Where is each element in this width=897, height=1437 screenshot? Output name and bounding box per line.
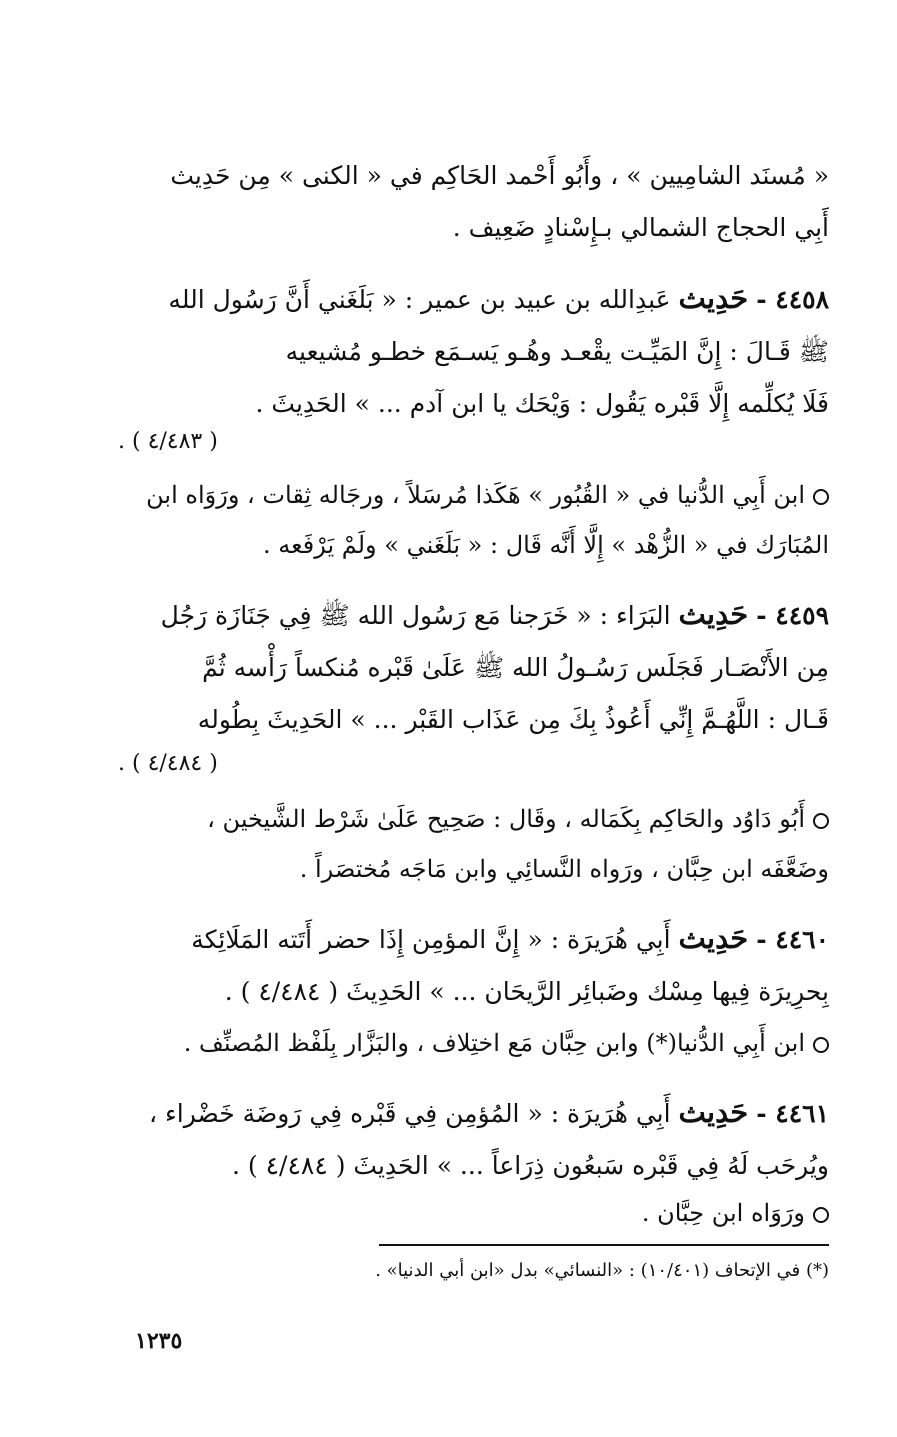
entry-line: ٤٤٦١ - حَدِيث أَبِي هُرَيرَة : « المُؤمِن فِي قَبْره فِي رَوضَة خَضْراء ، [149,1095,829,1129]
entry-notes [118,794,829,894]
entry-number: ٤٤٥٨ - [756,285,829,314]
entry-number: ٤٤٦٠ - [756,925,829,954]
entry-keyword: حَدِيث [678,597,749,631]
note-line: أَبُو دَاوُد والحَاكِم بِكَمَاله ، وقَال : صَحِيح عَلَىٰ شَرْط الشَّيخين ، [118,794,829,844]
entry-keyword: حَدِيث [678,921,749,955]
hadith-entry [118,272,829,430]
entry-reference: ( ٤/٤٨٤ ) . [118,751,218,776]
entry-line: قَـال : اللَّهُـمَّ إِنِّي أَعُوذُ بِكَ مِن عَذَاب القَبْر ... » الحَدِيثَ بِطُوله [197,705,829,734]
entry-line: ويُرحَب لَهُ فِي قَبْره سَبعُون ذِرَاعاً ... » الحَدِيثَ ( ٤/٤٨٤ ) . [232,1151,829,1180]
note-line: ابن أَبِي الدُّنيا(*) وابن حِبَّان مَع اختِلاف ، والبَزَّار بِلَفْظ المُصنِّف . [118,1018,829,1068]
entry-line: ٤٤٥٩ - حَدِيث البَرَاء : « خَرَجنا مَع رَسُول الله ﷺ فِي جَنَازَة رَجُل [160,597,829,631]
bullet-circle-icon [813,489,829,505]
entry-line: ﷺ قَـالَ : إِنَّ المَيِّـت يقْعـد وهُـو يَسـمَع خطـو مُشيعيه [285,337,829,366]
bullet-circle-icon [813,1037,829,1053]
page-number: ١٢٣٥ [135,1328,183,1354]
entry-line: بِحرِيرَة فِيها مِسْك وضَبائِر الرَّيحَان ... » الحَدِيثَ ( ٤/٤٨٤ ) . [224,977,829,1006]
entry-keyword: حَدِيث [678,1095,749,1129]
footnote-divider [379,1244,829,1246]
hadith-entry [118,1086,829,1192]
note-line: المُبَارَك في « الزُّهْد » إِلَّا أَنَّه قَال : « بَلَغَني » ولَمْ يَرْفَعه . [263,531,829,559]
entry-line: مِن الأَنْصَـار فَجَلَس رَسُـولُ الله ﷺ عَلَىٰ قَبْره مُنكساً رَأْسه ثُمَّ [202,653,829,682]
entry-notes [118,1188,829,1238]
footnote: (*) في الإتحاف (١٠/٤٠١) : «النسائي» بدل «ابن أبي الدنيا» . [375,1260,829,1281]
entry-number: ٤٤٦١ - [756,1099,829,1128]
intro-text [118,150,829,254]
note-line: ابن أَبِي الدُّنيا في « القُبُور » هَكَذا مُرسَلاً ، ورجَاله ثِقات ، ورَوَاه ابن [118,470,829,520]
bullet-circle-icon [813,1207,829,1223]
entry-notes [118,470,829,570]
intro-line: أَبِي الحجاج الشمالي بـإِسْنادٍ ضَعِيف . [452,213,829,242]
hadith-entry [118,912,829,1018]
note-line: ورَوَاه ابن حِبَّان . [118,1188,829,1238]
entry-line: ٤٤٦٠ - حَدِيث أَبِي هُرَيرَة : « إِنَّ المؤمِن إِذَا حضر أَتَته المَلَائِكة [191,921,829,955]
intro-line: « مُسنَد الشامِيين » ، وأَبُو أَحْمد الحَاكِم في « الكنى » مِن حَدِيث [170,161,829,190]
note-line: وضَعَّفَه ابن حِبَّان ، ورَواه النَّسائِي وابن مَاجَه مُختصَراً . [299,855,829,883]
entry-line: فَلَا يُكلِّمه إِلَّا قَبْره يَقُول : وَيْحَك يا ابن آدم ... » الحَدِيثَ . [255,389,829,418]
entry-line: ٤٤٥٨ - حَدِيث عَبدِالله بن عبيد بن عمير : « بَلَغَني أَنَّ رَسُول الله [168,281,829,315]
entry-number: ٤٤٥٩ - [756,601,829,630]
bullet-circle-icon [813,813,829,829]
entry-reference: ( ٤/٤٨٣ ) . [118,429,218,454]
hadith-entry [118,588,829,746]
entry-notes [118,1018,829,1068]
entry-keyword: حَدِيث [678,281,749,315]
